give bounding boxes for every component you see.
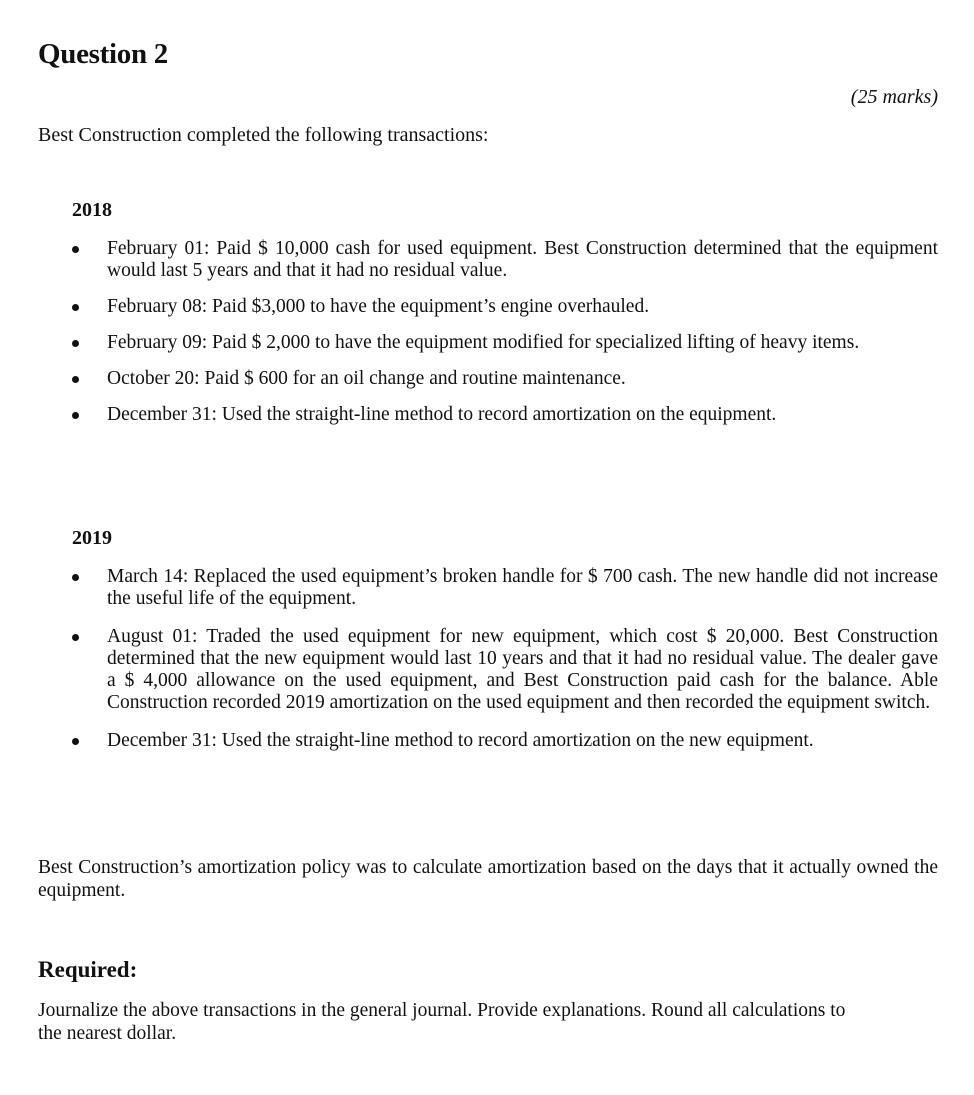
transactions-list-2018 bbox=[72, 238, 938, 426]
transaction-text: February 08: Paid $3,000 to have the equipment’s engine overhauled. bbox=[107, 296, 650, 317]
list-item bbox=[72, 368, 938, 390]
transaction-text: February 01: Paid $ 10,000 cash for used equipment. Best Construction determined that the equipment would last 5 years and that it had no residual value. bbox=[107, 238, 938, 281]
transaction-text: December 31: Used the straight-line method to record amortization on the equipment. bbox=[107, 404, 777, 425]
list-item bbox=[72, 730, 938, 752]
list-item bbox=[72, 296, 938, 318]
bullet-icon bbox=[72, 574, 79, 581]
list-item bbox=[72, 626, 938, 714]
transaction-text: December 31: Used the straight-line method to record amortization on the new equipment. bbox=[107, 730, 814, 751]
list-item bbox=[72, 332, 938, 354]
marks-label: (25 marks) bbox=[850, 86, 938, 108]
year-heading-2019: 2019 bbox=[72, 527, 112, 549]
amortization-policy-text: Best Construction’s amortization policy was to calculate amortization based on the days that it actually owned the equipment. bbox=[38, 857, 938, 901]
bullet-icon bbox=[72, 304, 79, 311]
list-item bbox=[72, 404, 938, 426]
required-instructions: Journalize the above transactions in the general journal. Provide explanations. Round all calculations to the nearest dollar. bbox=[38, 1000, 846, 1044]
transaction-text: February 09: Paid $ 2,000 to have the equipment modified for specialized lifting of heavy items. bbox=[107, 332, 860, 353]
bullet-icon bbox=[72, 412, 79, 419]
required-heading: Required: bbox=[38, 957, 138, 982]
transactions-list-2019 bbox=[72, 566, 938, 752]
bullet-icon bbox=[72, 634, 79, 641]
transaction-text: March 14: Replaced the used equipment’s broken handle for $ 700 cash. The new handle did not increase the useful life of the equipment. bbox=[107, 566, 938, 609]
year-heading-2018: 2018 bbox=[72, 199, 112, 221]
intro-text: Best Construction completed the following transactions: bbox=[38, 124, 489, 146]
transaction-text: August 01: Traded the used equipment for new equipment, which cost $ 20,000. Best Construction determined that the new equipment would last 10 years and that it had no residual value. The dealer gave a $ 4,000 allowance on the used equipment, and Best Construction paid cash for the balance. Able Construction recorded 2019 amortization on the used equipment and then recorded the equipment switch. bbox=[107, 626, 938, 713]
question-title: Question 2 bbox=[38, 38, 168, 70]
bullet-icon bbox=[72, 376, 79, 383]
bullet-icon bbox=[72, 246, 79, 253]
bullet-icon bbox=[72, 738, 79, 745]
bullet-icon bbox=[72, 340, 79, 347]
list-item bbox=[72, 238, 938, 282]
list-item bbox=[72, 566, 938, 610]
transaction-text: October 20: Paid $ 600 for an oil change and routine maintenance. bbox=[107, 368, 626, 389]
